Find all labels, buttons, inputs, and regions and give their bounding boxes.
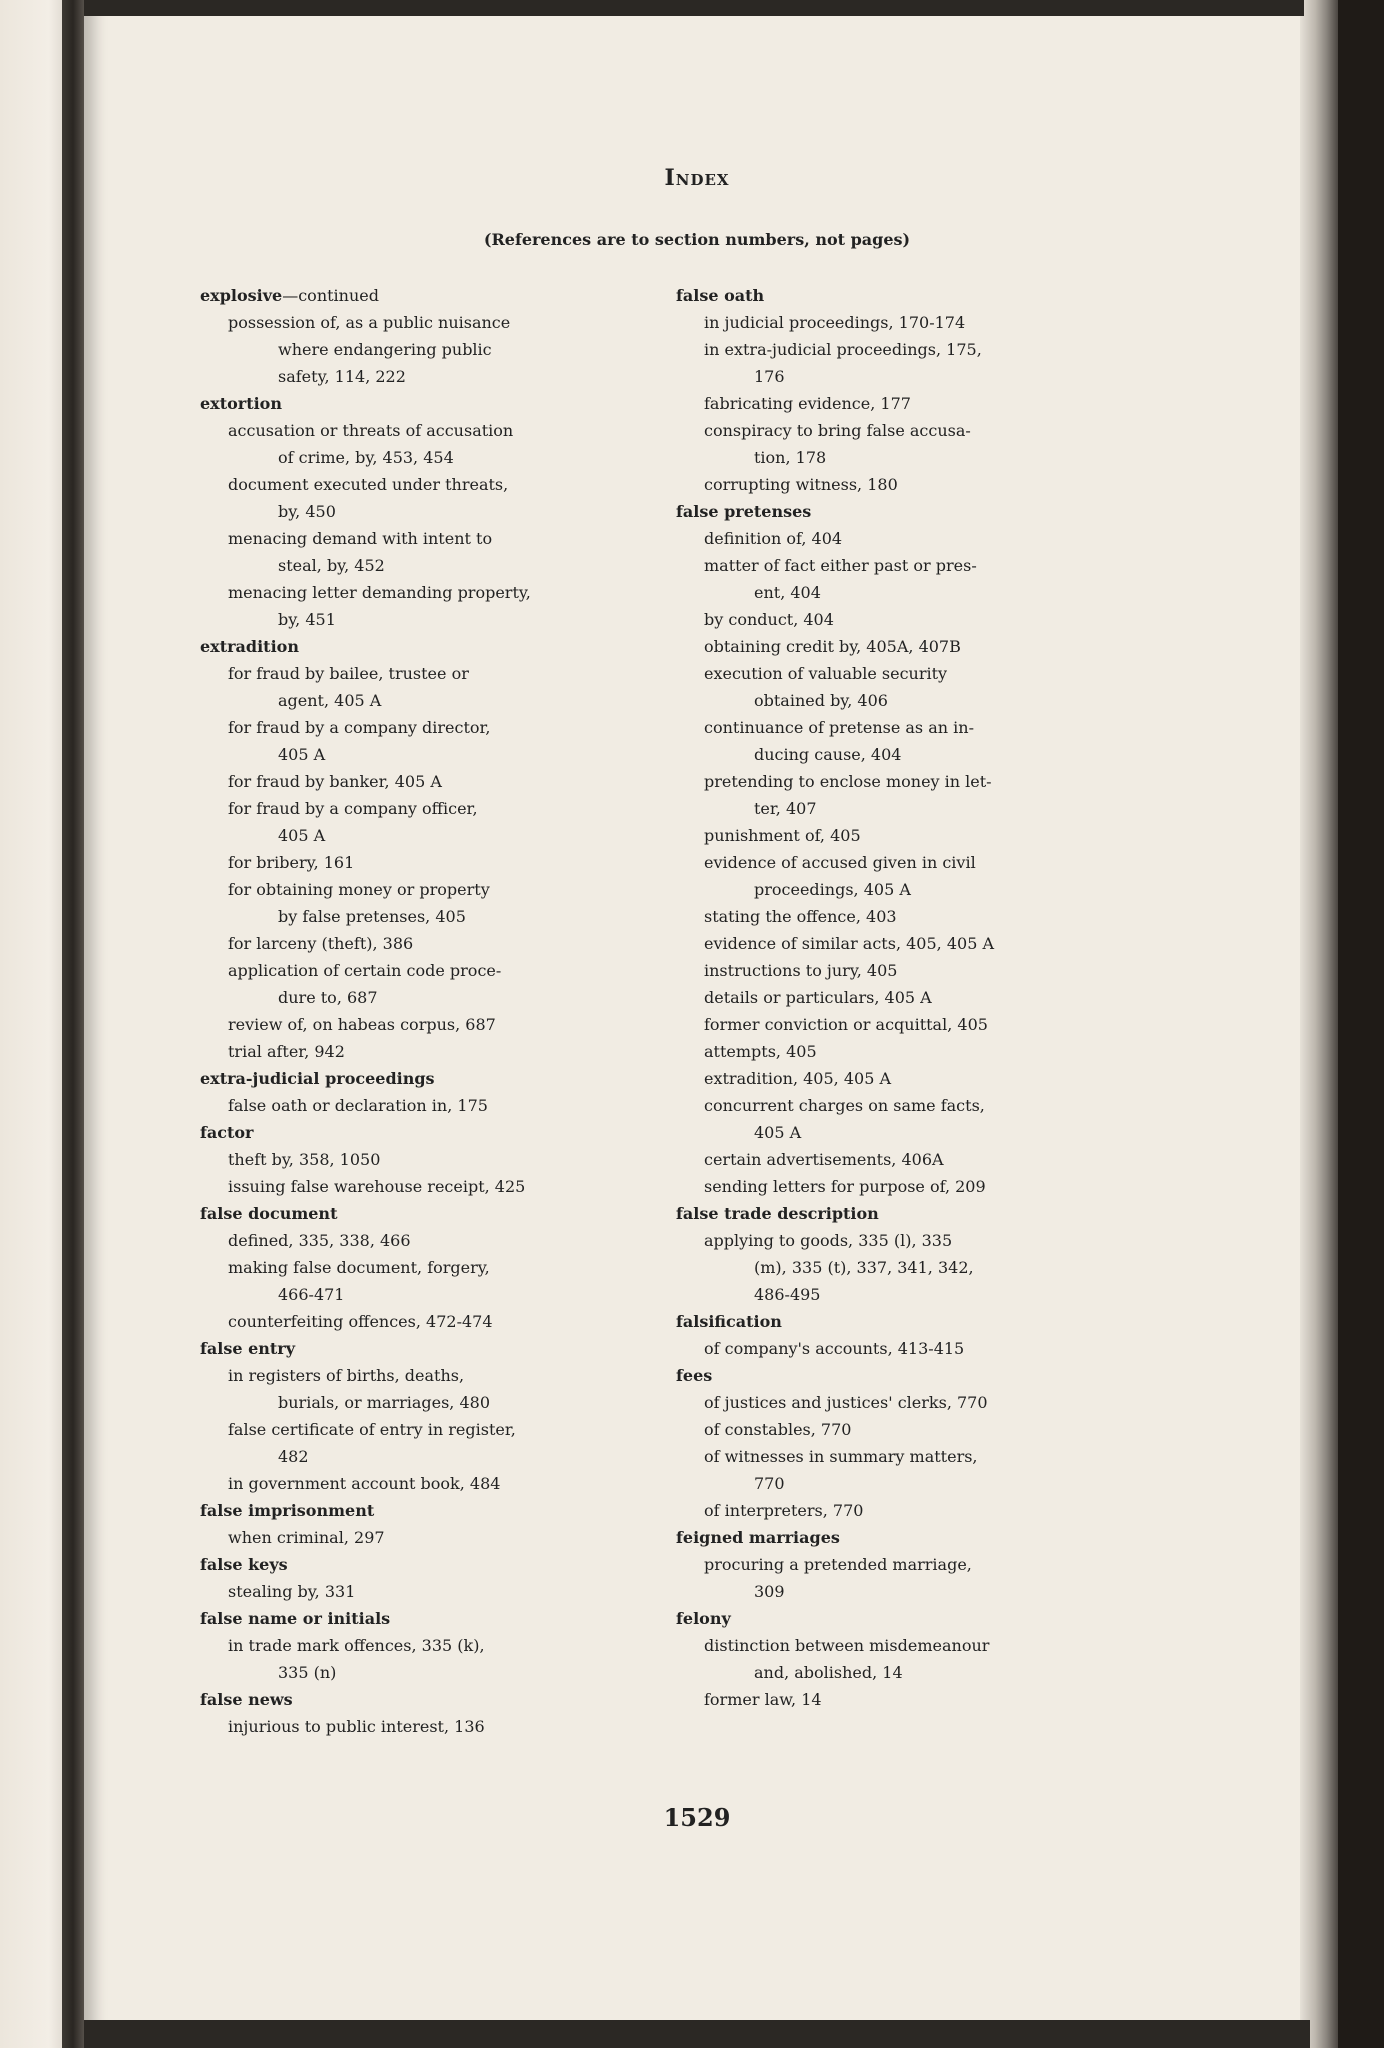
subentry-continuation-line: ter, 407 bbox=[754, 799, 817, 818]
index-heading bbox=[200, 1551, 734, 1578]
subentry-line: application of certain code proce- bbox=[228, 961, 502, 980]
subentry-continuation-line: by, 450 bbox=[278, 502, 336, 521]
subentry-line: for fraud by a company officer, bbox=[228, 799, 478, 818]
index-subentry bbox=[200, 1254, 734, 1308]
index-heading-text: feigned marriages bbox=[676, 1528, 840, 1547]
index-subentry bbox=[200, 930, 734, 957]
subentry-line: for fraud by banker, 405 A bbox=[228, 772, 442, 791]
index-subentry bbox=[676, 768, 1224, 822]
index-subentry bbox=[676, 984, 1224, 1011]
subentry-continuation-line: by false pretenses, 405 bbox=[278, 907, 466, 926]
index-subentry bbox=[676, 606, 1224, 633]
index-subentry bbox=[200, 876, 734, 930]
index-heading bbox=[676, 1362, 1224, 1389]
subentry-line: for larceny (theft), 386 bbox=[228, 934, 414, 953]
index-subentry bbox=[200, 1470, 734, 1497]
index-subentry bbox=[200, 471, 734, 525]
index-subentry bbox=[676, 1497, 1224, 1524]
subentry-continuation-line: where endangering public bbox=[278, 340, 492, 359]
index-page bbox=[84, 0, 1310, 2048]
index-heading bbox=[676, 282, 1224, 309]
index-subentry bbox=[676, 1632, 1224, 1686]
index-subentry bbox=[200, 1524, 734, 1551]
subentry-continuation-line: 770 bbox=[754, 1474, 785, 1493]
book-spine bbox=[62, 0, 84, 2048]
index-heading-text: extortion bbox=[200, 394, 282, 413]
subentry-line: of constables, 770 bbox=[704, 1420, 852, 1439]
index-subentry bbox=[676, 336, 1224, 390]
index-heading-text: factor bbox=[200, 1123, 254, 1142]
index-subentry bbox=[676, 1173, 1224, 1200]
index-heading bbox=[200, 390, 734, 417]
subentry-line: in extra-judicial proceedings, 175, bbox=[704, 340, 982, 359]
index-subentry bbox=[676, 822, 1224, 849]
subentry-continuation-line: tion, 178 bbox=[754, 448, 827, 467]
subentry-line: of interpreters, 770 bbox=[704, 1501, 864, 1520]
index-subentry bbox=[200, 1227, 734, 1254]
index-heading bbox=[676, 1308, 1224, 1335]
subentry-line: continuance of pretense as an in- bbox=[704, 718, 974, 737]
index-subentry bbox=[200, 795, 734, 849]
subentry-continuation-line: 405 A bbox=[754, 1123, 802, 1142]
index-heading bbox=[676, 1605, 1224, 1632]
subentry-line: menacing demand with intent to bbox=[228, 529, 493, 548]
subentry-line: making false document, forgery, bbox=[228, 1258, 490, 1277]
subentry-line: counterfeiting offences, 472-474 bbox=[228, 1312, 493, 1331]
subentry-line: menacing letter demanding property, bbox=[228, 583, 531, 602]
index-subentry bbox=[676, 309, 1224, 336]
subentry-continuation-line: burials, or marriages, 480 bbox=[278, 1393, 491, 1412]
index-subentry bbox=[676, 1065, 1224, 1092]
subentry-line: attempts, 405 bbox=[704, 1042, 817, 1061]
index-subentry bbox=[676, 1416, 1224, 1443]
subentry-line: trial after, 942 bbox=[228, 1042, 345, 1061]
subentry-line: of justices and justices' clerks, 770 bbox=[704, 1393, 988, 1412]
subentry-line: in trade mark offences, 335 (k), bbox=[228, 1636, 485, 1655]
subentry-line: evidence of similar acts, 405, 405 A bbox=[704, 934, 995, 953]
left-page-edge bbox=[0, 0, 70, 2048]
left-column bbox=[200, 282, 734, 1740]
index-subentry bbox=[200, 1092, 734, 1119]
index-heading-text: extradition bbox=[200, 637, 299, 656]
subentry-line: document executed under threats, bbox=[228, 475, 509, 494]
index-subentry bbox=[200, 768, 734, 795]
subentry-continuation-line: 466-471 bbox=[278, 1285, 345, 1304]
index-heading bbox=[676, 498, 1224, 525]
index-subentry bbox=[200, 309, 734, 390]
subentry-continuation-line: 309 bbox=[754, 1582, 785, 1601]
index-subentry bbox=[676, 552, 1224, 606]
index-subentry bbox=[676, 1443, 1224, 1497]
index-subentry bbox=[676, 1092, 1224, 1146]
subentry-line: issuing false warehouse receipt, 425 bbox=[228, 1177, 526, 1196]
subentry-line: applying to goods, 335 (l), 335 bbox=[704, 1231, 953, 1250]
subentry-line: pretending to enclose money in let- bbox=[704, 772, 992, 791]
index-subentry bbox=[200, 1713, 734, 1740]
index-subentry bbox=[676, 1335, 1224, 1362]
subentry-line: by conduct, 404 bbox=[704, 610, 834, 629]
index-heading bbox=[200, 1119, 734, 1146]
subentry-continuation-line: 482 bbox=[278, 1447, 309, 1466]
subentry-continuation-line: dure to, 687 bbox=[278, 988, 378, 1007]
subentry-continuation-line: steal, by, 452 bbox=[278, 556, 385, 575]
index-heading bbox=[200, 1497, 734, 1524]
subentry-continuation-line: 486-495 bbox=[754, 1285, 821, 1304]
index-subentry bbox=[200, 714, 734, 768]
index-heading bbox=[200, 1200, 734, 1227]
index-heading bbox=[200, 633, 734, 660]
index-subentry bbox=[200, 1011, 734, 1038]
index-heading bbox=[200, 1065, 734, 1092]
page-subtitle: (References are to section numbers, not pages) bbox=[483, 230, 911, 249]
subentry-line: former conviction or acquittal, 405 bbox=[704, 1015, 988, 1034]
subentry-line: distinction between misdemeanour bbox=[704, 1636, 990, 1655]
index-subentry bbox=[676, 417, 1224, 471]
subentry-line: review of, on habeas corpus, 687 bbox=[228, 1015, 496, 1034]
index-subentry bbox=[676, 471, 1224, 498]
index-subentry bbox=[200, 1146, 734, 1173]
index-subentry bbox=[200, 1173, 734, 1200]
subentry-continuation-line: 405 A bbox=[278, 826, 326, 845]
subentry-line: fabricating evidence, 177 bbox=[704, 394, 911, 413]
top-shadow bbox=[84, 0, 1304, 16]
subentry-line: former law, 14 bbox=[704, 1690, 822, 1709]
index-heading-text: false imprisonment bbox=[200, 1501, 375, 1520]
index-heading-text: false news bbox=[200, 1690, 293, 1709]
index-heading bbox=[200, 1686, 734, 1713]
page-number: 1529 bbox=[663, 1803, 731, 1832]
subentry-continuation-line: and, abolished, 14 bbox=[754, 1663, 903, 1682]
index-heading bbox=[676, 1524, 1224, 1551]
subentry-continuation-line: ent, 404 bbox=[754, 583, 821, 602]
subentry-line: possession of, as a public nuisance bbox=[228, 313, 511, 332]
index-heading bbox=[200, 1335, 734, 1362]
subentry-line: false oath or declaration in, 175 bbox=[228, 1096, 488, 1115]
subentry-line: for fraud by a company director, bbox=[228, 718, 491, 737]
index-subentry bbox=[200, 579, 734, 633]
index-subentry bbox=[200, 849, 734, 876]
bottom-shadow bbox=[84, 2020, 1310, 2048]
index-heading-text: false pretenses bbox=[676, 502, 812, 521]
subentry-line: of company's accounts, 413-415 bbox=[704, 1339, 965, 1358]
subentry-line: punishment of, 405 bbox=[704, 826, 861, 845]
subentry-line: stealing by, 331 bbox=[228, 1582, 356, 1601]
index-heading-text: false document bbox=[200, 1204, 338, 1223]
subentry-line: false certificate of entry in register, bbox=[228, 1420, 516, 1439]
index-heading-text: explosive bbox=[200, 286, 283, 305]
index-subentry bbox=[676, 957, 1224, 984]
index-subentry bbox=[200, 957, 734, 1011]
subentry-continuation-line: ducing cause, 404 bbox=[754, 745, 902, 764]
index-heading-text: false keys bbox=[200, 1555, 288, 1574]
subentry-line: execution of valuable security bbox=[704, 664, 948, 683]
subentry-continuation-line: 176 bbox=[754, 367, 785, 386]
index-subentry bbox=[200, 1308, 734, 1335]
subentry-line: concurrent charges on same facts, bbox=[704, 1096, 985, 1115]
index-subentry bbox=[676, 525, 1224, 552]
subentry-line: in judicial proceedings, 170-174 bbox=[704, 313, 966, 332]
subentry-continuation-line: 335 (n) bbox=[278, 1663, 337, 1682]
subentry-line: in registers of births, deaths, bbox=[228, 1366, 465, 1385]
subentry-line: of witnesses in summary matters, bbox=[704, 1447, 978, 1466]
subentry-line: matter of fact either past or pres- bbox=[704, 556, 977, 575]
subentry-continuation-line: of crime, by, 453, 454 bbox=[278, 448, 454, 467]
subentry-continuation-line: agent, 405 A bbox=[278, 691, 382, 710]
index-subentry bbox=[676, 714, 1224, 768]
index-subentry bbox=[200, 1038, 734, 1065]
index-subentry bbox=[676, 633, 1224, 660]
subentry-line: evidence of accused given in civil bbox=[704, 853, 976, 872]
index-subentry bbox=[676, 1011, 1224, 1038]
subentry-line: stating the offence, 403 bbox=[704, 907, 897, 926]
subentry-line: for fraud by bailee, trustee or bbox=[228, 664, 469, 683]
index-subentry bbox=[676, 1389, 1224, 1416]
index-heading-text: felony bbox=[676, 1609, 731, 1628]
subentry-line: for obtaining money or property bbox=[228, 880, 490, 899]
index-subentry bbox=[200, 417, 734, 471]
page-title: Index bbox=[664, 165, 730, 191]
subentry-line: injurious to public interest, 136 bbox=[228, 1717, 485, 1736]
subentry-line: conspiracy to bring false accusa- bbox=[704, 421, 971, 440]
index-heading-text: fees bbox=[676, 1366, 713, 1385]
subentry-line: instructions to jury, 405 bbox=[704, 961, 898, 980]
index-heading-text: false entry bbox=[200, 1339, 296, 1358]
subentry-line: corrupting witness, 180 bbox=[704, 475, 898, 494]
subentry-line: details or particulars, 405 A bbox=[704, 988, 932, 1007]
index-subentry bbox=[676, 1227, 1224, 1308]
index-heading bbox=[200, 1605, 734, 1632]
index-subentry bbox=[200, 1416, 734, 1470]
subentry-continuation-line: 405 A bbox=[278, 745, 326, 764]
subentry-line: accusation or threats of accusation bbox=[228, 421, 514, 440]
subentry-continuation-line: proceedings, 405 A bbox=[754, 880, 911, 899]
subentry-line: defined, 335, 338, 466 bbox=[228, 1231, 411, 1250]
index-subentry bbox=[200, 1578, 734, 1605]
subentry-continuation-line: (m), 335 (t), 337, 341, 342, bbox=[754, 1258, 974, 1277]
subentry-line: for bribery, 161 bbox=[228, 853, 355, 872]
index-subentry bbox=[200, 660, 734, 714]
page-right-edge bbox=[1300, 0, 1338, 2048]
index-heading-text: false name or initials bbox=[200, 1609, 391, 1628]
index-subentry bbox=[676, 849, 1224, 903]
index-subentry bbox=[676, 930, 1224, 957]
subentry-line: certain advertisements, 406A bbox=[704, 1150, 944, 1169]
subentry-line: procuring a pretended marriage, bbox=[704, 1555, 972, 1574]
index-subentry bbox=[676, 1686, 1224, 1713]
subentry-continuation-line: obtained by, 406 bbox=[754, 691, 888, 710]
page-content bbox=[84, 0, 1310, 2048]
right-column bbox=[676, 282, 1224, 1713]
index-heading-text: false oath bbox=[676, 286, 765, 305]
index-subentry bbox=[200, 525, 734, 579]
index-subentry bbox=[676, 1551, 1224, 1605]
index-subentry bbox=[676, 1146, 1224, 1173]
subentry-line: definition of, 404 bbox=[704, 529, 843, 548]
subentry-line: theft by, 358, 1050 bbox=[228, 1150, 381, 1169]
index-subentry bbox=[676, 1038, 1224, 1065]
subentry-line: extradition, 405, 405 A bbox=[704, 1069, 892, 1088]
index-heading-text: extra-judicial proceedings bbox=[200, 1069, 435, 1088]
index-subentry bbox=[676, 660, 1224, 714]
subentry-line: when criminal, 297 bbox=[228, 1528, 385, 1547]
subentry-line: in government account book, 484 bbox=[228, 1474, 501, 1493]
index-heading bbox=[676, 1200, 1224, 1227]
index-subentry bbox=[676, 390, 1224, 417]
subentry-line: sending letters for purpose of, 209 bbox=[704, 1177, 986, 1196]
index-subentry bbox=[200, 1362, 734, 1416]
index-heading-text: falsification bbox=[676, 1312, 782, 1331]
index-heading-suffix: —continued bbox=[282, 286, 379, 305]
subentry-continuation-line: safety, 114, 222 bbox=[278, 367, 406, 386]
index-subentry bbox=[676, 903, 1224, 930]
subentry-continuation-line: by, 451 bbox=[278, 610, 336, 629]
subentry-line: obtaining credit by, 405A, 407B bbox=[704, 637, 961, 656]
index-heading bbox=[200, 282, 734, 309]
index-subentry bbox=[200, 1632, 734, 1686]
index-heading-text: false trade description bbox=[676, 1204, 879, 1223]
